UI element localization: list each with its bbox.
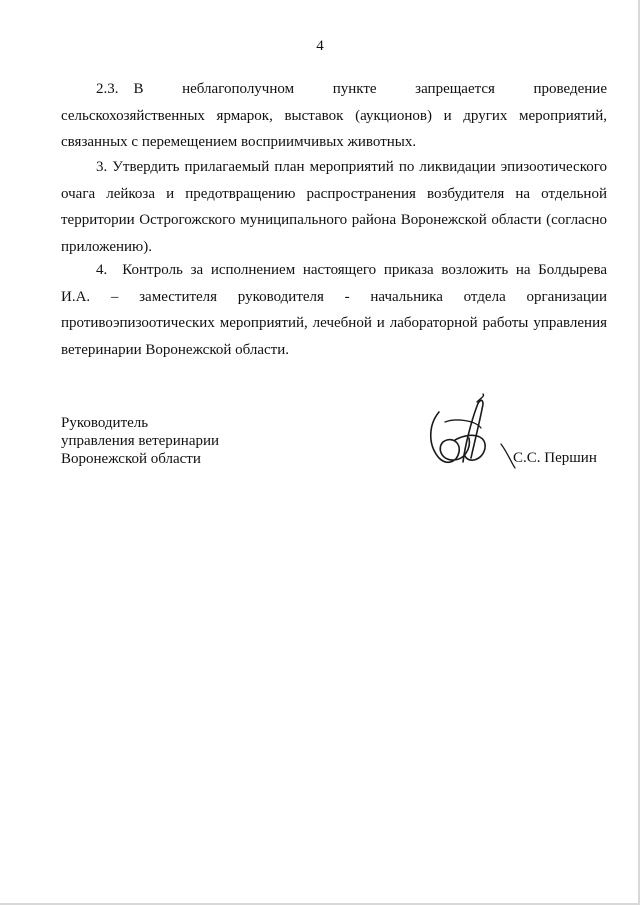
page-number: 4 (316, 38, 324, 54)
handwritten-signature (425, 392, 520, 472)
paragraph-text: 4. Контроль за исполнением настоящего приказа возложить на Болдырева И.А. – заместителя руководителя - начальника отдела организации противоэпизоотических мероприятий, лечебной и лабораторной работы управления ветеринарии Воронежской области. (61, 262, 607, 358)
paragraph-text: 3. Утвердить прилагаемый план мероприятий по ликвидации эпизоотического очага лейкоза и предотвращению распространения возбудителя на отдельной территории Острогожского муниципального района Воронежской области (согласно приложению). (61, 159, 607, 255)
signer-name: С.С. Першин (513, 450, 597, 466)
paragraph-2-3 (61, 76, 607, 156)
signer-position-line-2: управления ветеринарии (61, 433, 220, 449)
paragraph-4 (61, 257, 607, 363)
signer-position-line-1: Руководитель (61, 415, 149, 431)
paragraph-text: 2.3. В неблагополучном пункте запрещается проведение сельскохозяйственных ярмарок, выставок (аукционов) и других мероприятий, связанных с перемещением восприимчивых животных. (61, 81, 607, 150)
signer-position-line-3: Воронежской области (61, 451, 201, 467)
paragraph-3 (61, 154, 607, 260)
signer-position (61, 414, 219, 468)
